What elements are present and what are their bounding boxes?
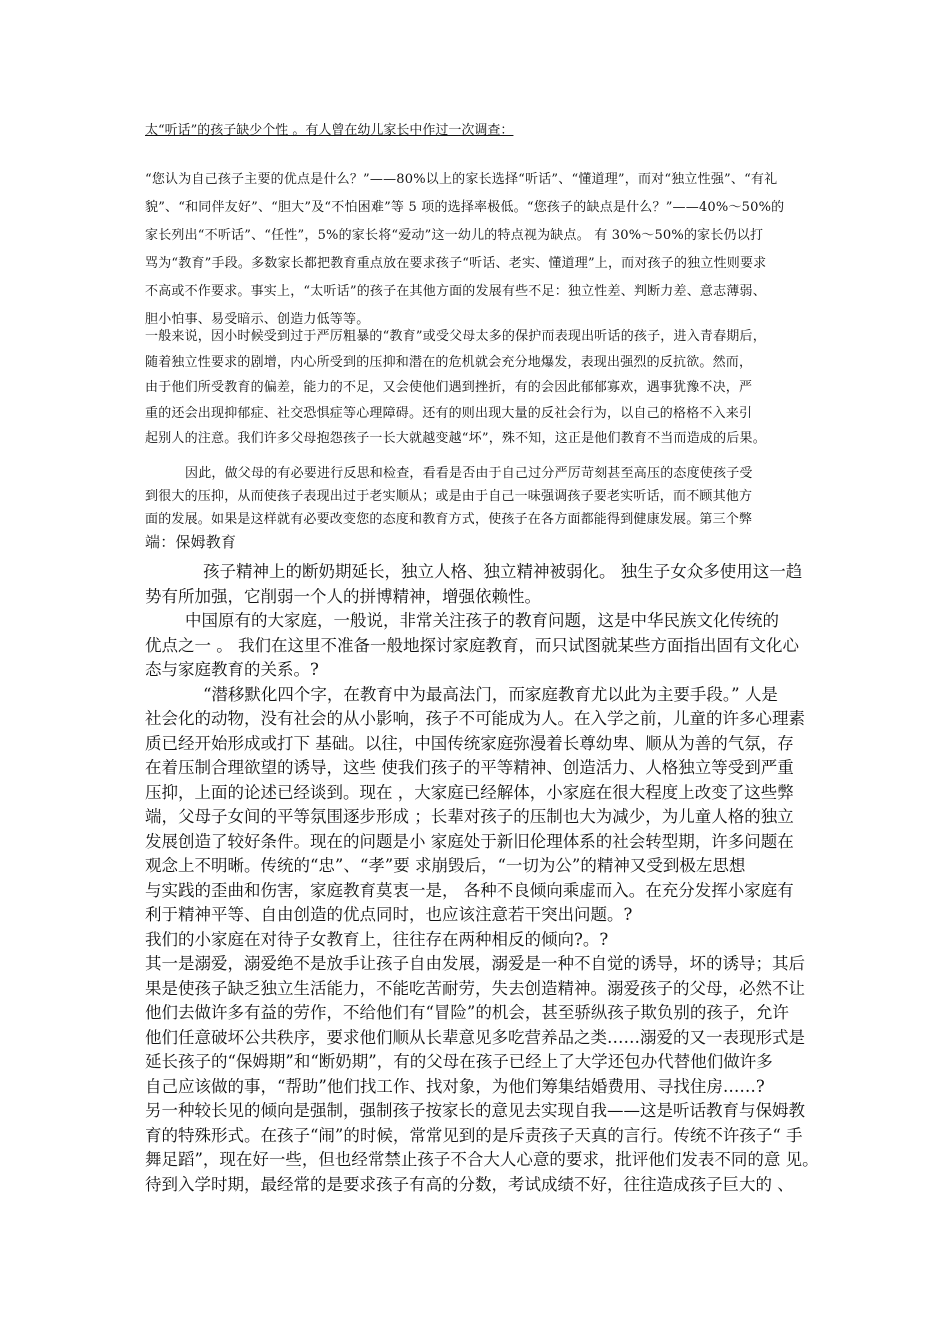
text-line: 重的还会出现抑郁症、社交恐惧症等心理障碍。还有的则出现大量的反社会行为，以自己的格格不入来引 <box>145 405 753 421</box>
text-line: 到很大的压抑，从而使孩子表现出过于老实顺从；或是由于自己一味强调孩子要老实听话，而不顾其他方 <box>145 489 753 504</box>
text-line: 与实践的歪曲和伤害，家庭教育莫衷一是， 各种不良倾向乘虚而入。在充分发挥小家庭有 <box>145 880 794 900</box>
paragraph-reflection <box>145 462 825 554</box>
text-line: 因此，做父母的有必要进行反思和检查，看看是否由于自己过分严厉苛刻甚至高压的态度使孩子受 <box>185 466 753 481</box>
text-line: 社会化的动物，没有社会的从小影响，孩子不可能成为人。在入学之前，儿童的许多心理素 <box>145 709 805 728</box>
text-line: 自己应该做的事，“帮助”他们找工作、找对象，为他们筹集结婚费用、寻找住房……? <box>145 1076 765 1096</box>
body-large-text <box>145 560 835 1197</box>
text-line: 舞足蹈”，现在好一些，但也经常禁止孩子不合大人心意的要求，批评他们发表不同的意 见。 <box>145 1150 819 1169</box>
text-line: 他们任意破坏公共秩序，要求他们顺从长辈意见多吃营养品之类……溺爱的又一表现形式是 <box>145 1027 805 1047</box>
text-line: 观念上不明晰。传统的“忠”、“孝”要 求崩毁后，“一切为公”的精神又受到极左思想 <box>145 856 746 875</box>
text-line: 待到入学时期，最经常的是要求孩子有高的分数，考试成绩不好，往往造成孩子巨大的 、 <box>145 1174 794 1194</box>
text-line: 家长列出“不听话”、“任性”，5%的家长将“爱动”这一幼儿的特点视为缺点。 有 30%～50%的家长仍以打 <box>145 228 764 243</box>
text-line: 其一是溺爱，溺爱绝不是放手让孩子自由发展，溺爱是一种不自觉的诱导，坏的诱导；其后 <box>145 954 805 973</box>
text-line: 质已经开始形成或打下 基础。以往，中国传统家庭弥漫着长尊幼卑、顺从为善的气氛，存 <box>145 733 794 753</box>
text-line: 孩子精神上的断奶期延长，独立人格、独立精神被弱化。 独生子女众多使用这一趋 <box>203 562 803 581</box>
text-line: 在着压制合理欲望的诱导，这些 使我们孩子的平等精神、创造活力、人格独立等受到严重 <box>145 758 794 777</box>
text-line: 利于精神平等、自由创造的优点同时，也应该注意若干突出问题。? <box>145 905 633 924</box>
text-line: 果是使孩子缺乏独立生活能力，不能吃苦耐劳，失去创造精神。溺爱孩子的父母，必然不让 <box>145 978 805 998</box>
text-line: 一般来说，因小时候受到过于严厉粗暴的“教育”或受父母太多的保护而表现出听话的孩子，进入青春期后， <box>145 329 766 344</box>
text-line: 中国原有的大家庭，一般说，非常关注孩子的教育问题，这是中华民族文化传统的 <box>185 611 779 630</box>
text-line: 育的特殊形式。在孩子“闹”的时候，常常见到的是斥责孩子天真的言行。传统不许孩子“ 手 <box>145 1125 803 1145</box>
text-line: 态与家庭教育的关系。? <box>145 660 319 679</box>
text-line: 发展创造了较好条件。现在的问题是小 家庭处于新旧伦理体系的社会转型期，许多问题在 <box>145 831 794 851</box>
section-heading: 太“听话”的孩子缺少个性 。有人曾在幼儿家长中作过一次调查： <box>145 123 514 138</box>
text-line: 端，父母子女间的平等氛围逐步形成 ；长辈对孩子的压制也大为减少，为儿童人格的独立 <box>145 807 794 826</box>
text-line: 势有所加强，它削弱一个人的拼博精神，增强依赖性。 <box>145 586 541 606</box>
paragraph-adolescence <box>145 324 835 452</box>
text-line: 不高或不作要求。事实上，“太听话”的孩子在其他方面的发展有些不足：独立性差、判断力差、意志薄弱、 <box>145 284 766 299</box>
text-line: 我们的小家庭在对待子女教育上，往往存在两种相反的倾向?。? <box>145 929 609 949</box>
text-line: 延长孩子的“保姆期”和“断奶期”，有的父母在孩子已经上了大学还包办代替他们做许多 <box>145 1052 773 1071</box>
text-line: 骂为“教育”手段。多数家长都把教育重点放在要求孩子“听话、老实、懂道理”上，而对孩子的独立性则要求 <box>145 256 767 271</box>
text-line: 端：保姆教育 <box>145 533 237 551</box>
text-line: 由于他们所受教育的偏差，能力的不足，又会使他们遇到挫折，有的会因此郁郁寡欢，遇事犹豫不决，严 <box>145 380 753 395</box>
text-line: 优点之一 。 我们在这里不准备一般地探讨家庭教育，而只试图就某些方面指出固有文化心 <box>145 635 799 655</box>
text-line: “潜移默化四个字，在教育中为最高法门，而家庭教育尤以此为主要手段。” 人是 <box>203 684 778 704</box>
text-line: 面的发展。如果是这样就有必要改变您的态度和教育方式，使孩子在各方面都能得到健康发展。第三个弊 <box>145 512 753 527</box>
text-line: 压抑，上面的论述已经谈到。现在 ，大家庭已经解体，小家庭在很大程度上改变了这些弊 <box>145 782 794 802</box>
text-line: 他们去做许多有益的劳作，不给他们有“冒险”的机会，甚至骄纵孩子欺负别的孩子，允许 <box>145 1003 789 1022</box>
text-line: “您认为自己孩子主要的优点是什么？”——80%以上的家长选择“听话”、“懂道理”，而对“独立性强”、“有礼 <box>145 172 778 187</box>
text-line: 另一种较长见的倾向是强制，强制孩子按家长的意见去实现自我——这是听话教育与保姆教 <box>145 1101 805 1120</box>
text-line: 起别人的注意。我们许多父母抱怨孩子一长大就越变越“坏”，殊不知，这正是他们教育不当而造成的后果。 <box>145 431 766 446</box>
text-line: 胆小怕事、易受暗示、创造力低等等。 <box>145 312 370 327</box>
paragraph-survey <box>145 166 825 334</box>
text-line: 随着独立性要求的剧增，内心所受到的压抑和潜在的危机就会充分地爆发，表现出强烈的反抗欲。然而， <box>145 354 753 370</box>
text-line: 貌”、“和同伴友好”、“胆大”及“不怕困难”等 5 项的选择率极低。“您孩子的缺点是什么？”——40%～50%的 <box>145 200 785 215</box>
